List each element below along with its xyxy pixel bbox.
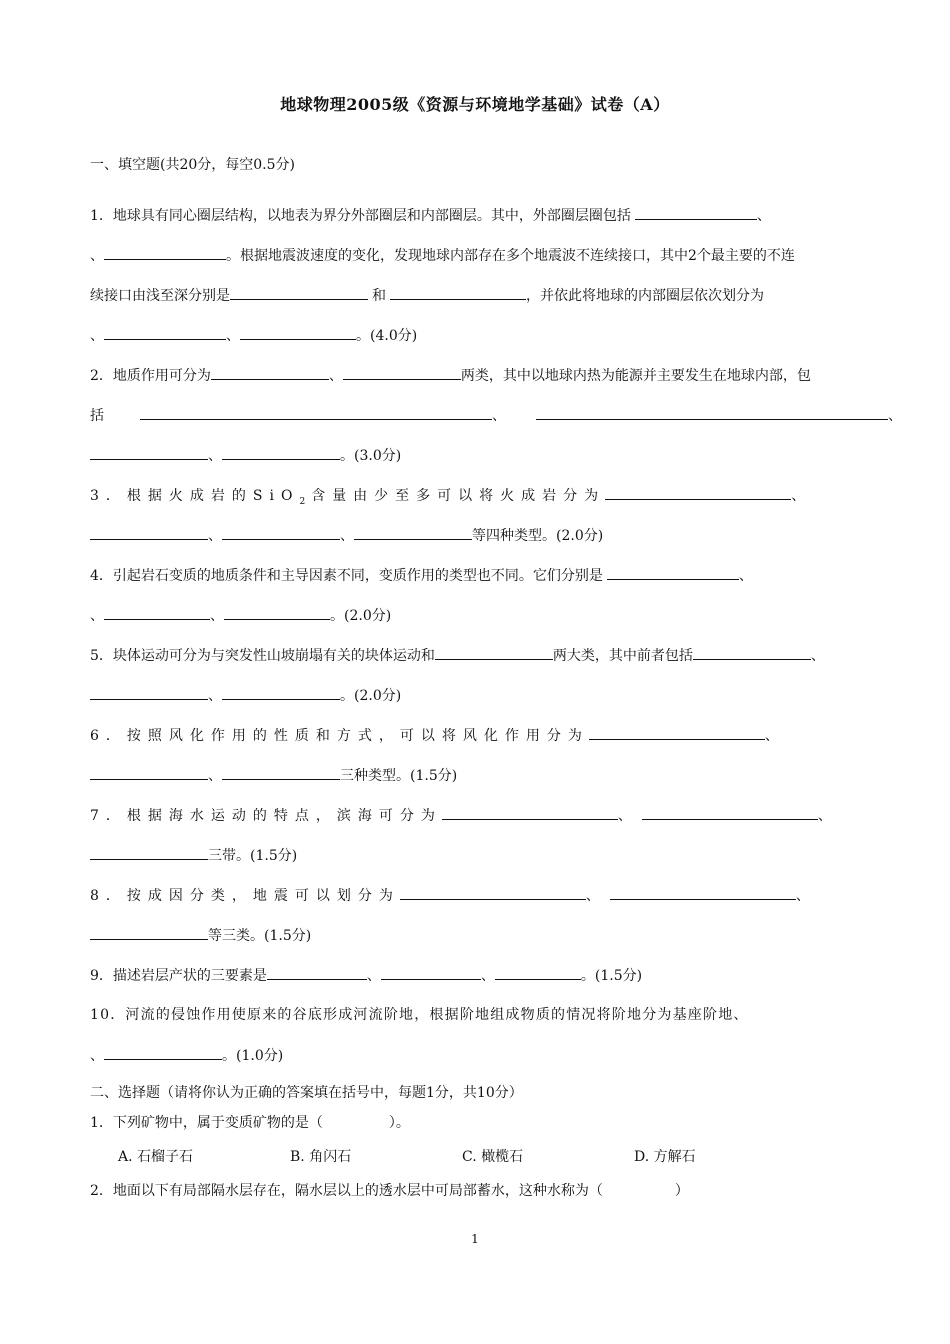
question-text: 、 — [817, 808, 832, 824]
answer-blank[interactable] — [240, 325, 356, 340]
question-text: 两类，其中以地球内热为能源并主要发生在地球内部，包 — [460, 368, 811, 384]
question-text: 、 — [208, 688, 222, 704]
question-text: 、 — [480, 968, 495, 984]
answer-blank[interactable] — [222, 765, 340, 780]
answer-blank[interactable] — [642, 805, 818, 820]
answer-blank[interactable] — [343, 365, 461, 380]
question-6-line-2 — [90, 765, 457, 786]
answer-blank[interactable] — [222, 685, 340, 700]
answer-blank[interactable] — [693, 645, 811, 660]
question-text: 4．引起岩石变质的地质条件和主导因素不同，变质作用的类型也不同。它们分别是 — [90, 568, 603, 584]
question-text: 8．按成因分类，地震可以划分为 — [90, 888, 400, 904]
answer-blank[interactable] — [222, 525, 340, 540]
answer-blank[interactable] — [381, 965, 481, 980]
option-d[interactable]: D. 方解石 — [634, 1149, 696, 1165]
answer-blank[interactable] — [589, 725, 765, 740]
answer-blank[interactable] — [605, 485, 791, 500]
answer-blank[interactable] — [267, 965, 367, 980]
answer-blank[interactable] — [635, 205, 757, 220]
answer-blank[interactable] — [90, 765, 208, 780]
question-text: 。(4.0分) — [356, 328, 418, 344]
question-text: 2．地质作用可分为 — [90, 368, 211, 384]
answer-blank[interactable] — [90, 685, 208, 700]
question-text: 、 — [791, 488, 806, 504]
question-2-line-2 — [90, 405, 902, 426]
question-6-line-1 — [90, 725, 779, 746]
answer-blank[interactable] — [211, 365, 329, 380]
question-3-line-1 — [90, 485, 805, 512]
question-text: 、 — [888, 408, 902, 424]
answer-blank[interactable] — [230, 285, 368, 300]
answer-blank[interactable] — [390, 285, 526, 300]
question-text: 、 — [90, 608, 104, 624]
page-number: 1 — [471, 1232, 479, 1246]
question-5-line-2 — [90, 685, 401, 706]
question-text: 、 — [226, 328, 240, 344]
question-text: 含量由少至多可以将火成岩分为 — [311, 488, 606, 504]
option-b[interactable]: B. 角闪石 — [290, 1149, 352, 1165]
question-text: 、 — [90, 1048, 104, 1064]
question-text: 、 — [210, 608, 224, 624]
question-1-line-1 — [90, 205, 771, 226]
question-text: 、 — [366, 968, 381, 984]
question-text: 、 — [328, 368, 343, 384]
question-text: 、 — [756, 208, 771, 224]
question-text: 等三类。(1.5分) — [208, 928, 312, 944]
question-text: 、 — [208, 768, 222, 784]
question-text: 1．下列矿物中，属于变质矿物的是（ — [90, 1115, 323, 1131]
answer-blank[interactable] — [495, 965, 581, 980]
answer-blank[interactable] — [435, 645, 553, 660]
question-text: 6．按照风化作用的性质和方式，可以将风化作用分为 — [90, 728, 589, 744]
question-text: 、 — [764, 728, 779, 744]
answer-blank[interactable] — [104, 245, 226, 260]
answer-blank[interactable] — [610, 885, 796, 900]
answer-blank[interactable] — [607, 565, 739, 580]
answer-blank[interactable] — [104, 1045, 222, 1060]
question-4-line-2 — [90, 605, 391, 626]
question-text: 、 — [585, 888, 600, 904]
subscript: 2 — [299, 496, 306, 507]
question-text: 。(2.0分) — [330, 608, 392, 624]
section-heading-fill-in: 一、填空题(共20分，每空0.5分) — [90, 157, 296, 173]
question-text: 、 — [810, 648, 825, 664]
answer-blank[interactable] — [140, 405, 492, 420]
question-text: 、 — [795, 888, 810, 904]
option-c[interactable]: C. 橄榄石 — [462, 1149, 524, 1165]
question-text: 2．地面以下有局部隔水层存在，隔水层以上的透水层中可局部蓄水，这种水称为（ — [90, 1183, 603, 1199]
question-text: 。(1.5分) — [580, 968, 643, 984]
mc-question-1-options — [118, 1147, 754, 1167]
question-10-line-1: 10．河流的侵蚀作用使原来的谷底形成河流阶地，根据阶地组成物质的情况将阶地分为基座阶地、 — [90, 1007, 749, 1023]
question-text: ，并依此将地球的内部圈层依次划分为 — [526, 288, 764, 304]
question-text: 三种类型。(1.5分) — [340, 768, 458, 784]
section-heading-multiple-choice: 二、选择题（请将你认为正确的答案填在括号中，每题1分，共10分） — [90, 1085, 523, 1101]
question-1-line-4 — [90, 325, 417, 346]
question-text: 、 — [340, 528, 354, 544]
question-text: ） — [674, 1183, 689, 1199]
answer-blank[interactable] — [536, 405, 888, 420]
answer-blank[interactable] — [90, 845, 208, 860]
question-text: 。(3.0分) — [340, 448, 402, 464]
answer-blank[interactable] — [354, 525, 472, 540]
question-text: 1．地球具有同心圈层结构，以地表为界分外部圈层和内部圈层。其中，外部圈层圈包括 — [90, 208, 631, 224]
option-a[interactable]: A. 石榴子石 — [118, 1149, 194, 1165]
mc-question-1-stem — [90, 1113, 410, 1133]
answer-blank[interactable] — [442, 805, 618, 820]
question-text: 等四种类型。(2.0分) — [472, 528, 604, 544]
question-text: 7．根据海水运动的特点，滨海可分为 — [90, 808, 442, 824]
question-8-line-1 — [90, 885, 810, 906]
question-text: 、 — [208, 448, 222, 464]
question-text: 、 — [738, 568, 753, 584]
question-text: 两大类，其中前者包括 — [552, 648, 693, 664]
answer-blank[interactable] — [222, 445, 340, 460]
question-text: 三带。(1.5分) — [208, 848, 298, 864]
question-text: 3．根据火成岩的SiO — [90, 488, 300, 504]
question-2-line-3 — [90, 445, 401, 466]
page-title: 地球物理2005级《资源与环境地学基础》试卷（A） — [280, 95, 670, 114]
answer-blank[interactable] — [90, 525, 208, 540]
question-text: 。根据地震波速度的变化，发现地球内部存在多个地震波不连续接口，其中2个最主要的不连 — [226, 248, 795, 264]
question-1-line-2 — [90, 245, 795, 266]
answer-blank[interactable] — [90, 925, 208, 940]
answer-blank[interactable] — [104, 605, 210, 620]
question-5-line-1 — [90, 645, 825, 666]
question-7-line-1 — [90, 805, 832, 826]
answer-blank[interactable] — [224, 605, 330, 620]
answer-blank[interactable] — [90, 445, 208, 460]
question-text: ）。 — [388, 1115, 410, 1131]
question-text: 5．块体运动可分为与突发性山坡崩塌有关的块体运动和 — [90, 648, 435, 664]
question-2-line-1 — [90, 365, 811, 386]
question-8-line-2 — [90, 925, 311, 946]
question-3-line-2 — [90, 525, 603, 546]
question-text: 、 — [208, 528, 222, 544]
mc-question-2-stem — [90, 1181, 689, 1201]
question-text: 括 — [90, 408, 104, 424]
question-9-line-1 — [90, 965, 642, 986]
question-text: 和 — [372, 288, 386, 304]
question-4-line-1 — [90, 565, 753, 586]
question-text: 、 — [492, 408, 506, 424]
question-text: 9．描述岩层产状的三要素是 — [90, 968, 267, 984]
question-text: 、 — [90, 248, 104, 264]
answer-blank[interactable] — [400, 885, 586, 900]
question-10-line-2 — [90, 1045, 283, 1066]
question-text: 。(2.0分) — [340, 688, 402, 704]
question-text: 、 — [90, 328, 104, 344]
question-text: 续接口由浅至深分别是 — [90, 288, 230, 304]
question-7-line-2 — [90, 845, 297, 866]
answer-blank[interactable] — [104, 325, 226, 340]
question-text: 。(1.0分) — [222, 1048, 284, 1064]
question-text: 、 — [617, 808, 632, 824]
question-1-line-3 — [90, 285, 764, 306]
